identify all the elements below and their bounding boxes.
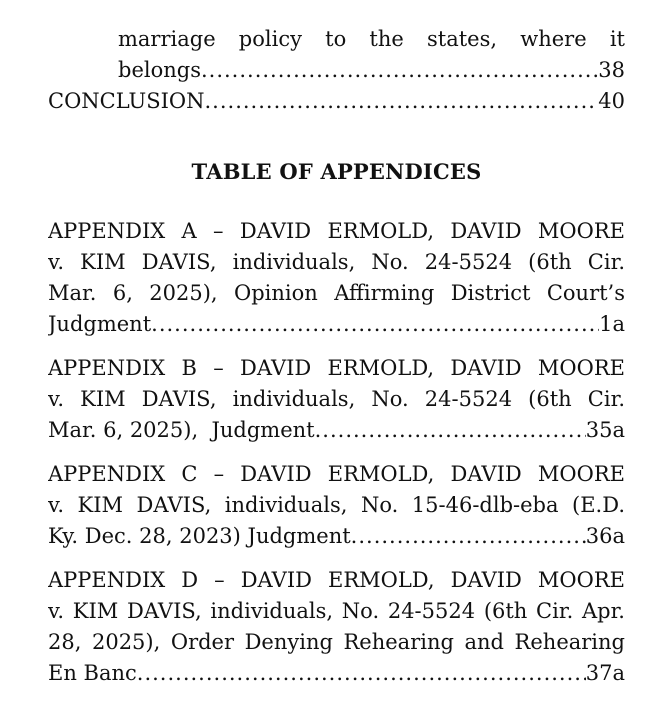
- appendix-line: 28, 2025), Order Denying Rehearing and Rehearing: [48, 630, 625, 654]
- toc-page-number: 40: [598, 89, 625, 113]
- appendix-entry-b: [48, 353, 625, 446]
- appendix-line: v. KIM DAVIS, individuals, No. 24-5524 (6th Cir.: [48, 250, 625, 274]
- appendices-heading: TABLE OF APPENDICES: [191, 159, 482, 184]
- dot-leader: [351, 521, 586, 552]
- appendix-line: Mar. 6, 2025), Opinion Affirming District Court’s: [48, 281, 625, 305]
- dot-leader: [205, 86, 599, 117]
- appendix-line: APPENDIX A – DAVID ERMOLD, DAVID MOORE: [48, 219, 625, 243]
- appendix-line: APPENDIX B – DAVID ERMOLD, DAVID MOORE: [48, 356, 625, 380]
- appendix-line-end: Judgment: [48, 312, 152, 336]
- dot-leader: [315, 415, 586, 446]
- appendix-leader-line: [48, 521, 625, 552]
- toc-entry-text: marriage policy to the states, where it: [118, 27, 625, 51]
- appendix-leader-line: [48, 658, 625, 689]
- appendix-line-end: Mar. 6, 2025), Judgment: [48, 418, 315, 442]
- appendix-line: APPENDIX C – DAVID ERMOLD, DAVID MOORE: [48, 462, 625, 486]
- toc-entry-text-end: belongs: [118, 58, 201, 82]
- toc-conclusion-label: CONCLUSION: [48, 89, 205, 113]
- appendix-line: APPENDIX D – DAVID ERMOLD, DAVID MOORE: [48, 568, 625, 592]
- appendix-entry-a: [48, 216, 625, 340]
- appendix-page-number: 36a: [585, 524, 625, 548]
- appendix-line-end: Ky. Dec. 28, 2023) Judgment: [48, 524, 351, 548]
- dot-leader: [137, 658, 586, 689]
- toc-entry-leader-line: [48, 55, 625, 86]
- appendix-leader-line: [48, 415, 625, 446]
- appendix-line-end: En Banc: [48, 661, 137, 685]
- dot-leader: [201, 55, 598, 86]
- appendix-page-number: 1a: [599, 312, 625, 336]
- appendix-page-number: 37a: [585, 661, 625, 685]
- dot-leader: [151, 309, 599, 340]
- appendix-leader-line: [48, 309, 625, 340]
- appendix-line: v. KIM DAVIS, individuals, No. 15-46-dlb-eba (E.D.: [48, 493, 625, 517]
- appendix-entry-d: [48, 565, 625, 689]
- appendix-line: v. KIM DAVIS, individuals, No. 24-5524 (6th Cir. Apr.: [48, 599, 625, 623]
- appendix-page-number: 35a: [585, 418, 625, 442]
- appendix-line: v. KIM DAVIS, individuals, No. 24-5524 (6th Cir.: [48, 387, 625, 411]
- toc-entry-states: [48, 24, 625, 86]
- toc-page-number: 38: [598, 58, 625, 82]
- document-page: [48, 24, 625, 702]
- appendix-entry-c: [48, 459, 625, 552]
- toc-entry-conclusion: [48, 86, 625, 117]
